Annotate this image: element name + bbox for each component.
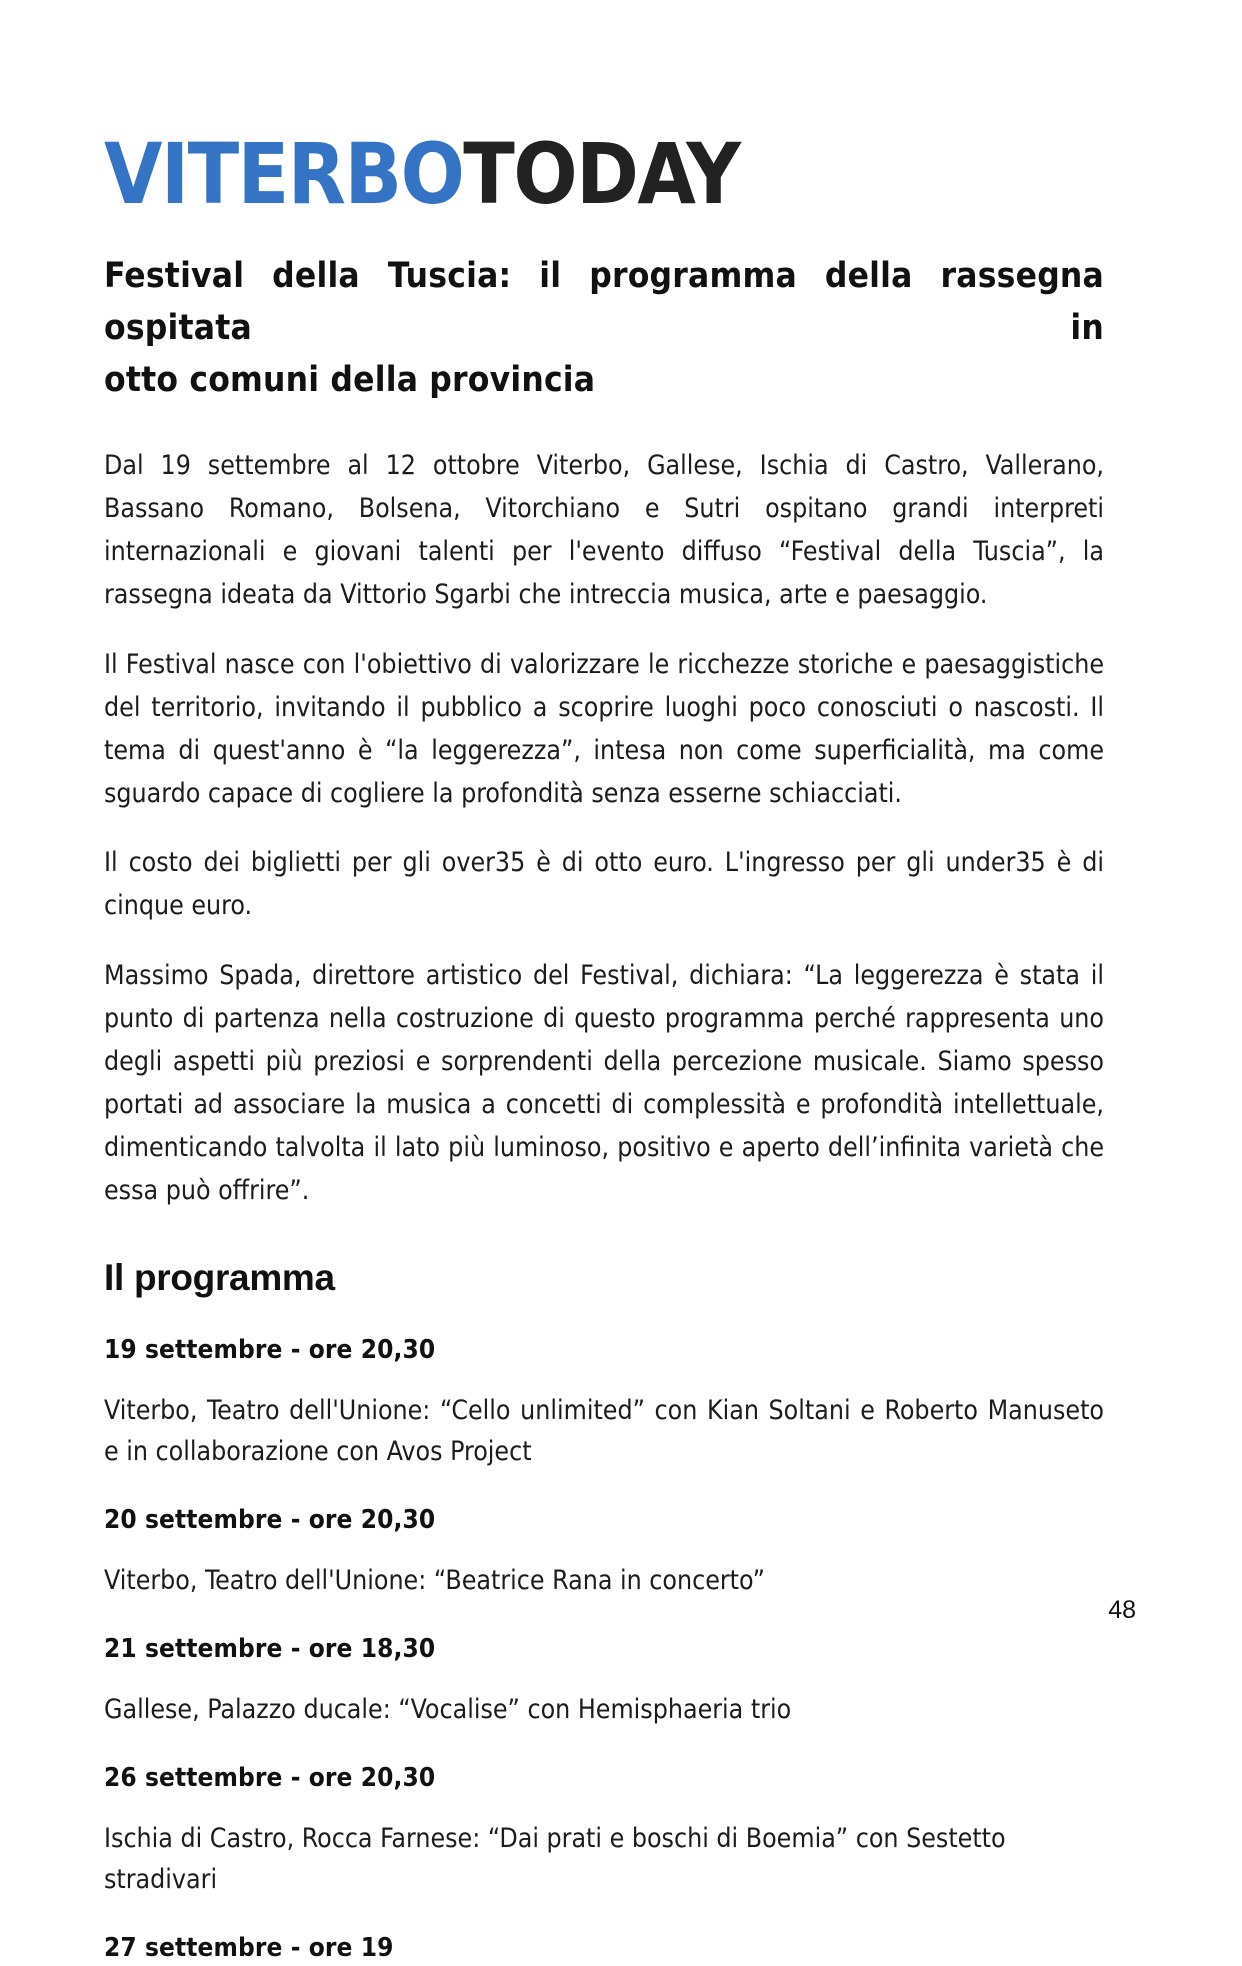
- masthead-logo: [104, 125, 1136, 223]
- program-date-4: 26 settembre - ore 20,30: [104, 1762, 436, 1793]
- program-description-4: Ischia di Castro, Rocca Farnese: “Dai prati e boschi di Boemia” con Sestetto stradivari: [104, 1822, 1006, 1895]
- program-date-5: 27 settembre - ore 19: [104, 1932, 394, 1963]
- article-headline: [104, 250, 1104, 406]
- page-number: 48: [1108, 1596, 1136, 1624]
- headline-line-1: Festival della Tuscia: il programma della rassegna ospitata in: [104, 256, 1104, 348]
- article-paragraph-4: Massimo Spada, direttore artistico del Festival, dichiara: “La leggerezza è stata il punto di partenza nella costruzione di questo programma perché rappresenta uno degli aspetti più preziosi e sorprendenti della percezione musicale. Siamo spesso portati ad associare la musica a concetti di complessità e profondità intellettuale, dimenticando talvolta il lato più luminoso, positivo e aperto dell’infinita varietà che essa può offrire”.: [104, 959, 1104, 1206]
- article-paragraph-1: Dal 19 settembre al 12 ottobre Viterbo, Gallese, Ischia di Castro, Vallerano, Bassano Romano, Bolsena, Vitorchiano e Sutri ospitano grandi interpreti internazionali e giovani talenti per l'evento diffuso “Festival della Tuscia”, la rassegna ideata da Vittorio Sgarbi che intreccia musica, arte e paesaggio.: [104, 450, 1104, 610]
- program-description-3: Gallese, Palazzo ducale: “Vocalise” con Hemisphaeria trio: [104, 1693, 792, 1725]
- headline-line-2: otto comuni della provincia: [104, 360, 596, 400]
- article-paragraph-3: Il costo dei biglietti per gli over35 è di otto euro. L'ingresso per gli under35 è di cinque euro.: [104, 847, 1104, 921]
- section-heading-programma: Il programma: [104, 1256, 335, 1298]
- page-content: [104, 0, 1136, 1966]
- logo-text-viterbo: VITERBO: [104, 125, 464, 223]
- logo-text-today: TODAY: [463, 125, 740, 223]
- program-description-1: Viterbo, Teatro dell'Unione: “Cello unlimited” con Kian Soltani e Roberto Manuseto e in collaborazione con Avos Project: [104, 1394, 1104, 1467]
- article-paragraph-2: Il Festival nasce con l'obiettivo di valorizzare le ricchezze storiche e paesaggistiche del territorio, invitando il pubblico a scoprire luoghi poco conosciuti o nascosti. Il tema di quest'anno è “la leggerezza”, intesa non come superficialità, ma come sguardo capace di cogliere la profondità senza esserne schiacciati.: [104, 648, 1104, 809]
- program-date-1: 19 settembre - ore 20,30: [104, 1334, 436, 1365]
- program-date-3: 21 settembre - ore 18,30: [104, 1633, 436, 1664]
- program-description-2: Viterbo, Teatro dell'Unione: “Beatrice Rana in concerto”: [104, 1564, 766, 1596]
- program-date-2: 20 settembre - ore 20,30: [104, 1504, 436, 1535]
